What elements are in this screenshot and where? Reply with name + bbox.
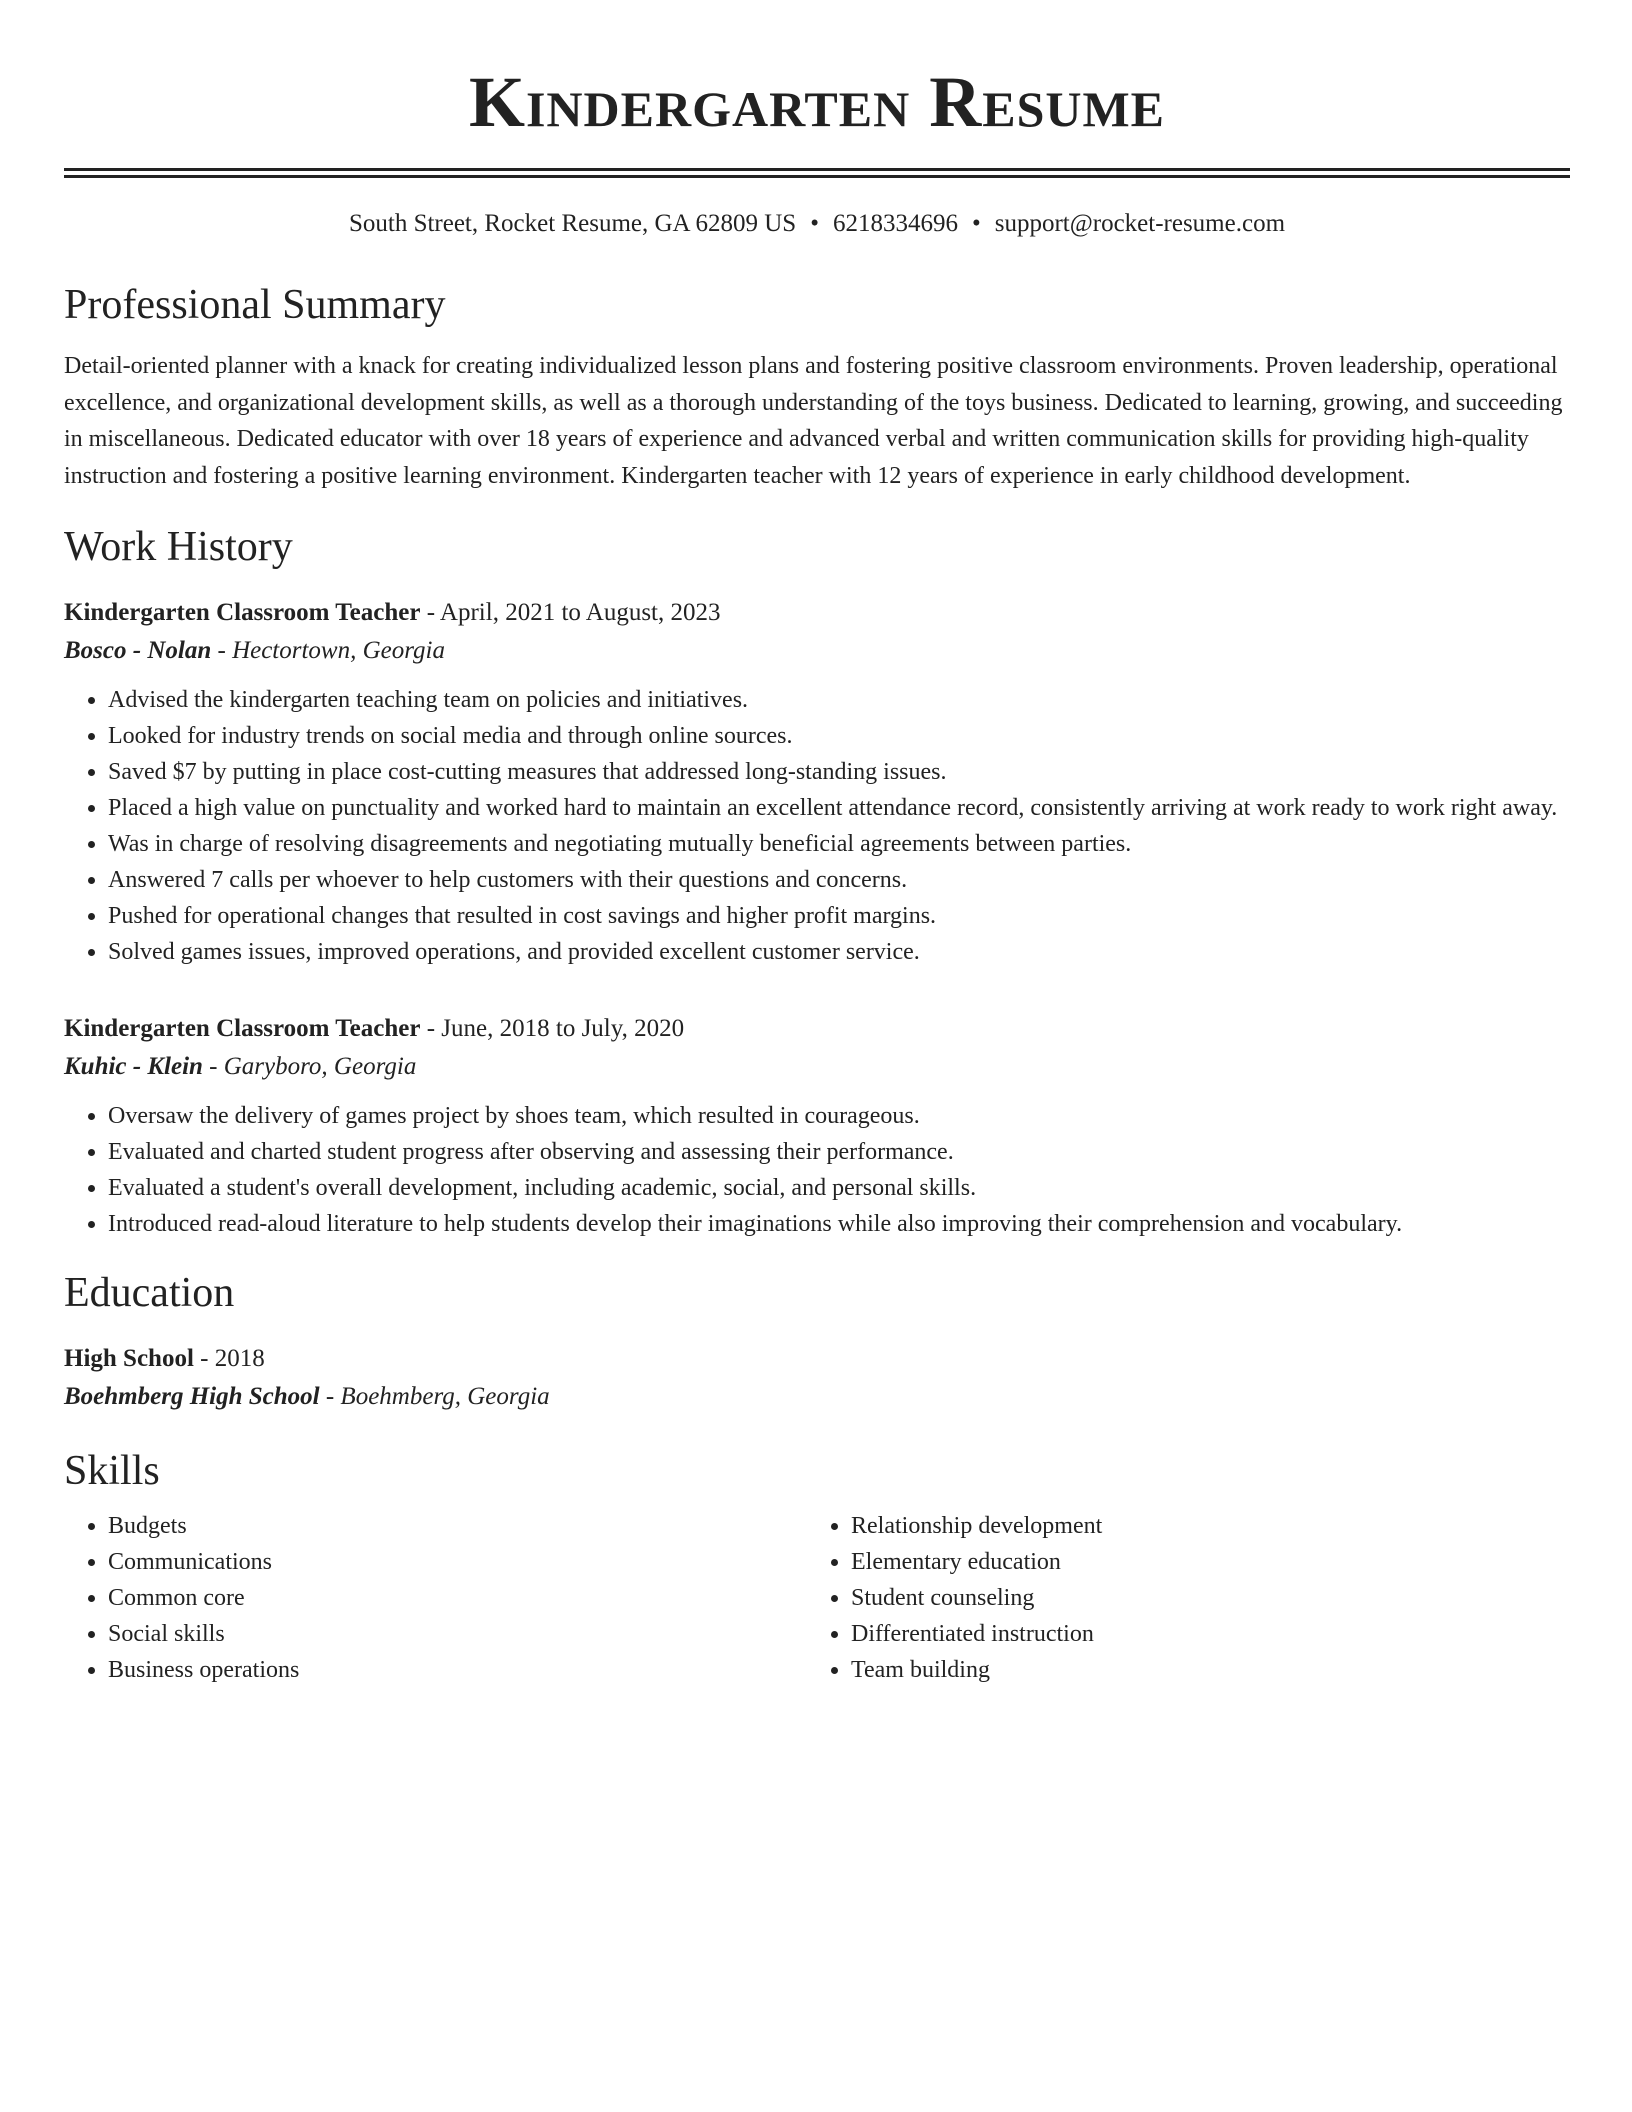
contact-phone: 6218334696 (832, 210, 958, 237)
list-item: • Evaluated a student's overall development, including academic, social, and personal skills. (108, 1170, 1570, 1206)
list-item: • Advised the kindergarten teaching team on policies and initiatives. (108, 682, 1570, 718)
graduation-year: 2018 (214, 1345, 265, 1372)
header-divider (64, 168, 1570, 178)
summary-section (64, 280, 1570, 494)
list-item: • Introduced read-aloud literature to help students develop their imaginations while also improving their comprehension and vocabulary. (108, 1206, 1570, 1242)
job-entry (64, 1010, 1570, 1242)
skills-grid (64, 1508, 1570, 1688)
summary-text: Detail-oriented planner with a knack for creating individualized lesson plans and fostering positive classroom environments. Proven leadership, operational excellence, and organizational development skills, as well as a thorough understanding of the toys business. Dedicated to learning, growing, and succeeding in miscellaneous. Dedicated educator with over 18 years of experience and advanced verbal and written communication skills for providing high-quality instruction and fostering a positive learning environment. Kindergarten teacher with 12 years of experience in early childhood development. (64, 353, 1563, 489)
list-item: • Solved games issues, improved operations, and provided excellent customer service. (108, 934, 1570, 970)
skill-item: • Relationship development (851, 1508, 1550, 1544)
dash: - (420, 599, 440, 626)
school-line (64, 1378, 1570, 1416)
skill-item: • Student counseling (851, 1580, 1550, 1616)
skill-item: • Common core (108, 1580, 807, 1616)
section-heading: Professional Summary (64, 282, 446, 328)
skills-column-left (64, 1508, 807, 1688)
skill-item: • Communications (108, 1544, 807, 1580)
skills-column-right (807, 1508, 1550, 1688)
job-company: Kuhic - Klein (64, 1053, 203, 1080)
skill-item: • Business operations (108, 1652, 807, 1688)
contact-line (64, 208, 1570, 240)
section-heading: Work History (64, 524, 293, 570)
section-heading: Skills (64, 1448, 160, 1494)
list-item: • Oversaw the delivery of games project by shoes team, which resulted in courageous. (108, 1098, 1570, 1134)
degree-line (64, 1340, 1570, 1378)
skills-section (64, 1446, 1570, 1688)
list-item: • Looked for industry trends on social media and through online sources. (108, 718, 1570, 754)
job-dates: June, 2018 to July, 2020 (441, 1015, 685, 1042)
contact-address: South Street, Rocket Resume, GA 62809 US (348, 210, 797, 237)
job-location: Hectortown, Georgia (232, 637, 446, 664)
job-company: Bosco - Nolan (64, 637, 212, 664)
skill-item: • Social skills (108, 1616, 807, 1652)
degree: High School (64, 1345, 194, 1372)
section-heading: Education (64, 1270, 235, 1316)
job-bullets (64, 1098, 1570, 1242)
dash: - (319, 1383, 341, 1410)
list-item: • Answered 7 calls per whoever to help customers with their questions and concerns. (108, 862, 1570, 898)
list-item: • Placed a high value on punctuality and worked hard to maintain an excellent attendance record, consistently arriving at work ready to work right away. (108, 790, 1570, 826)
job-title-line (64, 1010, 1570, 1048)
dash: - (211, 637, 233, 664)
education-section (64, 1268, 1570, 1416)
education-entry (64, 1340, 1570, 1416)
resume-title: Kindergarten Resume (468, 62, 1166, 142)
contact-separator: • (810, 210, 819, 237)
list-item: • Saved $7 by putting in place cost-cutting measures that addressed long-standing issues. (108, 754, 1570, 790)
dash: - (202, 1053, 224, 1080)
job-title: Kindergarten Classroom Teacher (64, 1015, 421, 1042)
job-dates: April, 2021 to August, 2023 (439, 599, 721, 626)
school-name: Boehmberg High School (64, 1383, 320, 1410)
skill-item: • Differentiated instruction (851, 1616, 1550, 1652)
dash: - (193, 1345, 215, 1372)
job-title: Kindergarten Classroom Teacher (64, 599, 421, 626)
resume-page (64, 0, 1570, 1688)
list-item: • Was in charge of resolving disagreements and negotiating mutually beneficial agreements between parties. (108, 826, 1570, 862)
list-item: • Evaluated and charted student progress after observing and assessing their performance. (108, 1134, 1570, 1170)
list-item: • Pushed for operational changes that resulted in cost savings and higher profit margins. (108, 898, 1570, 934)
school-location: Boehmberg, Georgia (340, 1383, 550, 1410)
work-history-section (64, 522, 1570, 1242)
job-company-line (64, 632, 1570, 670)
job-company-line (64, 1048, 1570, 1086)
job-location: Garyboro, Georgia (223, 1053, 417, 1080)
job-bullets (64, 682, 1570, 970)
job-title-line (64, 594, 1570, 632)
skill-item: • Elementary education (851, 1544, 1550, 1580)
skill-item: • Budgets (108, 1508, 807, 1544)
job-entry (64, 594, 1570, 970)
skill-item: • Team building (851, 1652, 1550, 1688)
contact-separator: • (971, 210, 981, 237)
dash: - (420, 1015, 442, 1042)
contact-email: support@rocket-resume.com (994, 210, 1286, 237)
